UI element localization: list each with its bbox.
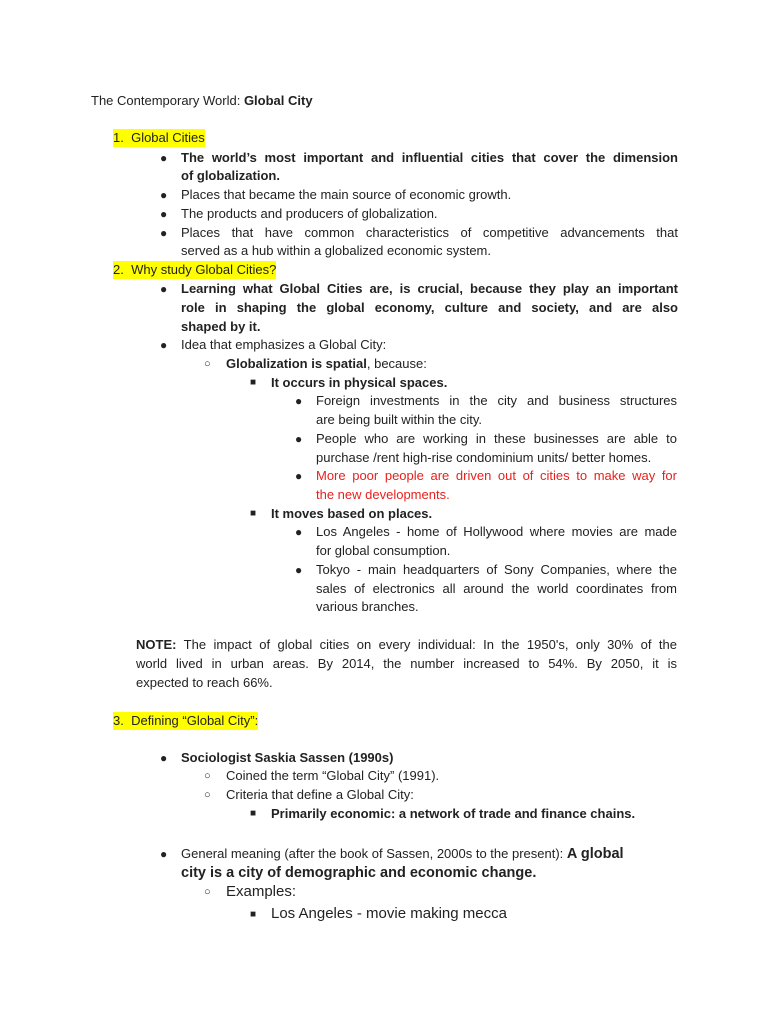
bullet-marker: ● [295, 394, 303, 408]
section3-square1: Primarily economic: a network of trade and finance chains. [271, 806, 636, 821]
section2-sq1-bullet3-line2: the new developments. [316, 487, 450, 502]
section2-sq1-bullet2-line1: People who are working in these businesses are able to [316, 431, 677, 446]
note-line3: expected to reach 66%. [136, 675, 273, 690]
note-label: NOTE: [136, 637, 177, 652]
section2-sub-spatial: Globalization is spatial, because: [226, 356, 427, 371]
bullet-marker: ● [160, 207, 168, 221]
bullet-marker: ● [160, 188, 168, 202]
section2-bullet1-line2: role in shaping the global economy, culture and society, and are also [181, 300, 678, 315]
section2-sq1-bullet3-line1: More poor people are driven out of cities to make way for [316, 468, 677, 483]
section3-bullet1: Sociologist Saskia Sassen (1990s) [181, 750, 394, 765]
section2-sq2-bullet2-line3: various branches. [316, 599, 419, 614]
section2-bullet1-line3: shaped by it. [181, 319, 261, 334]
bullet-marker: ● [160, 847, 168, 861]
section3-circle-examples: Examples: [226, 883, 297, 900]
section2-sq1-bullet2-line2: purchase /rent high-rise condominium units/ better homes. [316, 450, 652, 465]
section1-bullet1-line2: of globalization. [181, 168, 280, 183]
square-marker: ■ [250, 508, 257, 519]
section1-bullet4-line2: served as a hub within a globalized economic system. [181, 243, 491, 258]
section2-sq1-bullet1-line1: Foreign investments in the city and business structures [316, 393, 677, 408]
section1-heading: 1. Global Cities [113, 130, 205, 145]
section3-bullet2-line1: General meaning (after the book of Sassen, 2000s to the present): A global [181, 846, 624, 862]
section1-bullet1-line1: The world’s most important and influential cities that cover the dimension [181, 150, 678, 165]
section2-square1: It occurs in physical spaces. [271, 375, 448, 390]
section1-bullet4-line1: Places that have common characteristics of competitive advancements that [181, 225, 678, 240]
section2-sq2-bullet2-line1: Tokyo - main headquarters of Sony Companies, where the [316, 562, 677, 577]
section1-bullet2: Places that became the main source of economic growth. [181, 187, 512, 202]
title-bold: Global City [243, 93, 313, 108]
circle-marker: ○ [204, 789, 211, 801]
section2-square2: It moves based on places. [271, 506, 433, 521]
title-prefix: The Contemporary World: [91, 93, 244, 108]
section2-sq2-bullet1-line2: for global consumption. [316, 543, 451, 558]
section2-sq2-bullet2-line2: sales of electronics all around the world coordinates from [316, 581, 677, 596]
circle-marker: ○ [204, 770, 211, 782]
bullet-marker: ● [295, 563, 303, 577]
bullet-marker: ● [160, 282, 168, 296]
square-marker: ■ [250, 377, 257, 388]
bullet-marker: ● [295, 432, 303, 446]
section1-bullet3: The products and producers of globalization. [181, 206, 438, 221]
bullet-marker: ● [160, 226, 168, 240]
bullet-marker: ● [295, 525, 303, 539]
section3-bullet2-line2: city is a city of demographic and economic change. [181, 865, 537, 881]
square-marker: ■ [250, 808, 257, 819]
section3-circle2: Criteria that define a Global City: [226, 787, 414, 802]
bullet-marker: ● [160, 751, 168, 765]
circle-marker: ○ [204, 358, 211, 370]
square-marker: ■ [250, 909, 257, 920]
bullet-marker: ● [160, 151, 168, 165]
section2-bullet1-line1: Learning what Global Cities are, is crucial, because they play an important [181, 281, 678, 296]
section2-bullet2: Idea that emphasizes a Global City: [181, 337, 387, 352]
section2-heading: 2. Why study Global Cities? [113, 262, 277, 277]
section2-sq2-bullet1-line1: Los Angeles - home of Hollywood where movies are made [316, 524, 677, 539]
note-line2: world lived in urban areas. By 2014, the number increased to 54%. By 2050, it is [136, 656, 677, 671]
bullet-marker: ● [160, 338, 168, 352]
bullet-marker-red: ● [295, 469, 303, 483]
section3-circle1: Coined the term “Global City” (1991). [226, 768, 440, 783]
section2-sq1-bullet1-line2: are being built within the city. [316, 412, 482, 427]
section3-square-los-angeles: Los Angeles - movie making mecca [271, 905, 507, 922]
document-title [91, 92, 313, 110]
note-line1: NOTE: The impact of global cities on every individual: In the 1950's, only 30% of the [136, 637, 677, 652]
circle-marker: ○ [204, 886, 211, 898]
section3-heading: 3. Defining “Global City”: [113, 713, 259, 728]
